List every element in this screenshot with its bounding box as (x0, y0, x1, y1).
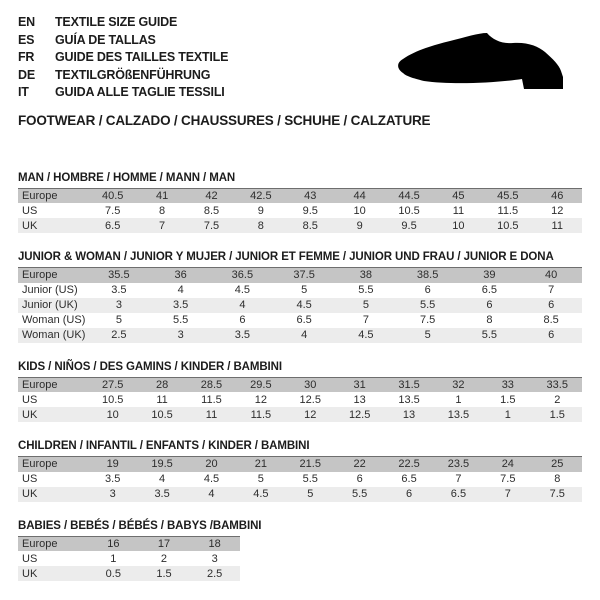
size-value: 3 (177, 329, 184, 341)
size-value: 7.5 (419, 314, 436, 326)
size-value: 9 (257, 204, 264, 217)
category-line: FOOTWEAR / CALZADO / CHAUSSURES / SCHUHE / CALZATURE (18, 112, 431, 128)
size-table-row (18, 487, 582, 502)
size-value: 4 (208, 488, 215, 500)
size-value: 28 (137, 377, 186, 392)
size-table-row (18, 551, 240, 566)
size-table-block (18, 172, 582, 234)
page-header (0, 0, 600, 128)
region-label: Europe (18, 457, 88, 472)
size-value: 8.5 (543, 314, 559, 326)
size-value: 6.5 (401, 473, 417, 485)
size-value: 21.5 (286, 457, 335, 472)
size-value: 8 (159, 204, 166, 217)
size-value: 13.5 (398, 393, 420, 406)
size-value: 22 (335, 457, 384, 472)
size-value: 6 (548, 329, 555, 341)
size-table-row (18, 407, 582, 422)
size-table-title: JUNIOR & WOMAN / JUNIOR Y MUJER / JUNIOR ET FEMME / JUNIOR UND FRAU / JUNIOR E DONA (18, 251, 554, 263)
size-table-block (18, 251, 582, 343)
language-code: FR (18, 50, 35, 64)
size-value: 5.5 (481, 329, 498, 341)
size-table-row (18, 283, 582, 298)
size-value: 4.5 (253, 488, 269, 500)
size-value: 7.5 (203, 219, 220, 232)
language-code: EN (18, 15, 35, 29)
size-value: 3.5 (172, 299, 189, 311)
size-value: 17 (139, 536, 190, 551)
size-value: 4 (159, 473, 166, 485)
size-table-row (18, 392, 582, 407)
size-value: 27.5 (88, 377, 137, 392)
size-value: 3.5 (154, 488, 170, 500)
size-tables (0, 172, 600, 582)
region-label: Junior (UK) (22, 299, 78, 311)
size-table (18, 267, 582, 343)
size-value: 46 (533, 188, 582, 203)
size-value: 32 (434, 377, 483, 392)
size-value: 19 (88, 457, 137, 472)
language-code: IT (18, 85, 29, 99)
region-label: UK (22, 408, 38, 421)
size-value: 11.5 (497, 204, 519, 217)
size-table-block (18, 361, 582, 423)
size-value: 8.5 (203, 204, 220, 217)
size-table-title: CHILDREN / INFANTIL / ENFANTS / KINDER / BAMBINI (18, 440, 310, 452)
size-value: 2 (554, 393, 561, 406)
language-code: ES (18, 32, 35, 47)
size-value: 40.5 (88, 188, 137, 203)
size-value: 35.5 (88, 268, 150, 283)
size-value: 20 (187, 457, 236, 472)
size-table-row (18, 268, 582, 283)
size-value: 28.5 (187, 377, 236, 392)
size-table (18, 536, 240, 582)
size-value: 6 (356, 473, 363, 485)
size-value: 2 (160, 552, 168, 565)
region-label: Europe (18, 536, 88, 551)
size-value: 8 (554, 473, 561, 485)
size-value: 43 (286, 188, 335, 203)
size-value: 13 (353, 393, 366, 406)
size-value: 9 (356, 219, 363, 232)
size-value: 10 (452, 219, 465, 232)
shoe-icon (396, 33, 572, 93)
size-table (18, 456, 582, 502)
language-label: GUÍA DE TALLAS (55, 32, 156, 47)
size-value: 4 (239, 299, 246, 311)
size-value: 7 (504, 488, 511, 500)
size-value: 21 (236, 457, 285, 472)
region-label: US (22, 552, 38, 565)
language-label: TEXTILE SIZE GUIDE (55, 15, 178, 29)
size-value: 10.5 (101, 393, 124, 406)
size-value: 42 (187, 188, 236, 203)
size-value: 38.5 (397, 268, 459, 283)
size-value: 5.5 (302, 473, 318, 485)
size-value: 8 (486, 314, 493, 326)
size-value: 6 (239, 314, 246, 326)
size-value: 16 (88, 536, 139, 551)
size-value: 5.5 (358, 284, 374, 296)
size-value: 1.5 (549, 408, 565, 421)
region-label: Woman (UK) (22, 329, 86, 341)
size-value: 12 (551, 204, 564, 217)
size-table-block (18, 440, 582, 502)
size-value: 3.5 (234, 329, 251, 341)
size-value: 36 (150, 268, 212, 283)
size-value: 10 (106, 408, 119, 421)
size-value: 4.5 (203, 473, 220, 485)
language-label: GUIDE DES TAILLES TEXTILE (55, 50, 229, 64)
size-value: 4 (177, 284, 184, 296)
size-value: 37.5 (273, 268, 335, 283)
size-value: 8.5 (302, 219, 318, 232)
size-value: 31 (335, 377, 384, 392)
size-table-title: KIDS / NIÑOS / DES GAMINS / KINDER / BAMBINI (18, 360, 282, 373)
size-value: 7 (455, 473, 462, 485)
size-table-row (18, 218, 582, 233)
region-label: US (22, 473, 38, 485)
region-label: Junior (US) (22, 284, 78, 296)
size-value: 22.5 (384, 457, 433, 472)
size-value: 30 (286, 377, 335, 392)
size-table-row (18, 298, 582, 313)
size-value: 6.5 (105, 219, 121, 232)
size-value: 2.5 (111, 329, 127, 341)
size-value: 5 (307, 488, 314, 500)
size-value: 9.5 (401, 219, 417, 232)
size-value: 1 (504, 408, 511, 421)
size-value: 10.5 (497, 219, 519, 232)
size-value: 6 (424, 284, 431, 296)
size-value: 7.5 (105, 204, 121, 217)
size-value: 19.5 (137, 457, 186, 472)
size-value: 6 (405, 488, 413, 500)
size-value: 9.5 (302, 204, 318, 217)
region-label: Europe (18, 268, 88, 283)
size-value: 6.5 (296, 314, 312, 326)
size-value: 11.5 (201, 393, 222, 406)
size-table-row (18, 457, 582, 472)
size-value: 4.5 (358, 329, 374, 341)
size-value: 5 (301, 284, 308, 296)
size-value: 6.5 (450, 488, 467, 500)
size-value: 11 (551, 219, 563, 232)
size-value: 13 (402, 408, 416, 421)
size-value: 4.5 (234, 284, 251, 296)
size-value: 29.5 (236, 377, 285, 392)
size-value: 1 (455, 393, 462, 406)
size-value: 3 (109, 488, 116, 500)
size-value: 10.5 (398, 204, 420, 217)
size-value: 6 (486, 299, 493, 311)
size-value: 5.5 (352, 488, 368, 500)
size-value: 41 (137, 188, 186, 203)
size-value: 5 (257, 473, 264, 485)
size-value: 12 (304, 408, 317, 421)
region-label: Europe (18, 377, 88, 392)
size-value: 2.5 (207, 567, 223, 580)
size-value: 11 (452, 204, 465, 217)
size-value: 7.5 (500, 473, 516, 485)
region-label: UK (22, 567, 38, 580)
size-value: 3 (115, 299, 122, 311)
size-value: 5 (115, 314, 122, 326)
region-label: Europe (18, 188, 88, 203)
language-code: DE (18, 67, 35, 82)
size-table-row (18, 203, 582, 218)
size-value: 5 (362, 299, 369, 311)
size-table-title: MAN / HOMBRE / HOMME / MANN / MAN (18, 171, 236, 184)
size-value: 39 (459, 268, 521, 283)
size-value: 7 (159, 219, 166, 232)
size-value: 7 (362, 314, 369, 326)
size-value: 7.5 (549, 488, 565, 500)
size-value: 3.5 (111, 284, 127, 296)
size-value: 5.5 (419, 299, 436, 311)
size-value: 4 (301, 329, 308, 341)
size-value: 12 (254, 393, 267, 406)
region-label: Woman (US) (22, 314, 86, 326)
size-value: 0.5 (105, 567, 121, 580)
size-table-row (18, 377, 582, 392)
size-value: 10.5 (151, 408, 173, 421)
size-value: 3 (211, 552, 218, 565)
size-value: 3.5 (105, 473, 121, 485)
size-value: 38 (335, 268, 397, 283)
size-value: 10 (353, 204, 366, 217)
size-value: 33 (483, 377, 532, 392)
size-value: 8 (257, 219, 264, 232)
size-value: 11 (205, 408, 218, 421)
size-value: 24 (483, 457, 532, 472)
size-value: 5.5 (172, 314, 189, 326)
region-label: US (22, 204, 38, 217)
size-value: 40 (520, 268, 582, 283)
size-value: 12.5 (348, 408, 371, 421)
region-label: UK (22, 488, 38, 500)
size-value: 31.5 (384, 377, 433, 392)
size-value: 45 (434, 188, 483, 203)
size-value: 6 (548, 299, 555, 311)
size-value: 44 (335, 188, 384, 203)
size-table-title: BABIES / BEBÉS / BÉBÉS / BABYS /BAMBINI (18, 519, 262, 532)
size-table-row (18, 313, 582, 328)
size-value: 36.5 (212, 268, 274, 283)
size-table-row (18, 536, 240, 551)
size-value: 11.5 (250, 408, 272, 421)
language-label: GUIDA ALLE TAGLIE TESSILI (55, 85, 225, 99)
size-table-row (18, 188, 582, 203)
size-value: 42.5 (236, 188, 285, 203)
size-value: 6.5 (481, 284, 498, 296)
size-table-row (18, 472, 582, 487)
language-label: TEXTILGRÖßENFÜHRUNG (55, 67, 211, 82)
size-value: 11 (156, 393, 168, 406)
size-value: 1.5 (156, 567, 172, 580)
size-table (18, 377, 582, 423)
size-value: 1.5 (500, 393, 516, 406)
size-value: 12.5 (299, 393, 321, 406)
size-value: 23.5 (434, 457, 483, 472)
size-table-block (18, 520, 582, 582)
size-value: 44.5 (384, 188, 433, 203)
region-label: UK (22, 219, 38, 232)
size-value: 18 (189, 536, 240, 551)
size-table (18, 188, 582, 234)
size-value: 25 (533, 457, 582, 472)
size-value: 45.5 (483, 188, 532, 203)
size-value: 1 (110, 552, 117, 565)
size-table-row (18, 328, 582, 343)
size-value: 13.5 (447, 408, 470, 421)
size-value: 7 (548, 284, 555, 296)
region-label: US (22, 393, 38, 406)
size-value: 4.5 (296, 299, 312, 311)
size-value: 33.5 (533, 377, 582, 392)
language-row (18, 14, 582, 32)
size-table-row (18, 566, 240, 581)
size-value: 5 (424, 329, 431, 341)
